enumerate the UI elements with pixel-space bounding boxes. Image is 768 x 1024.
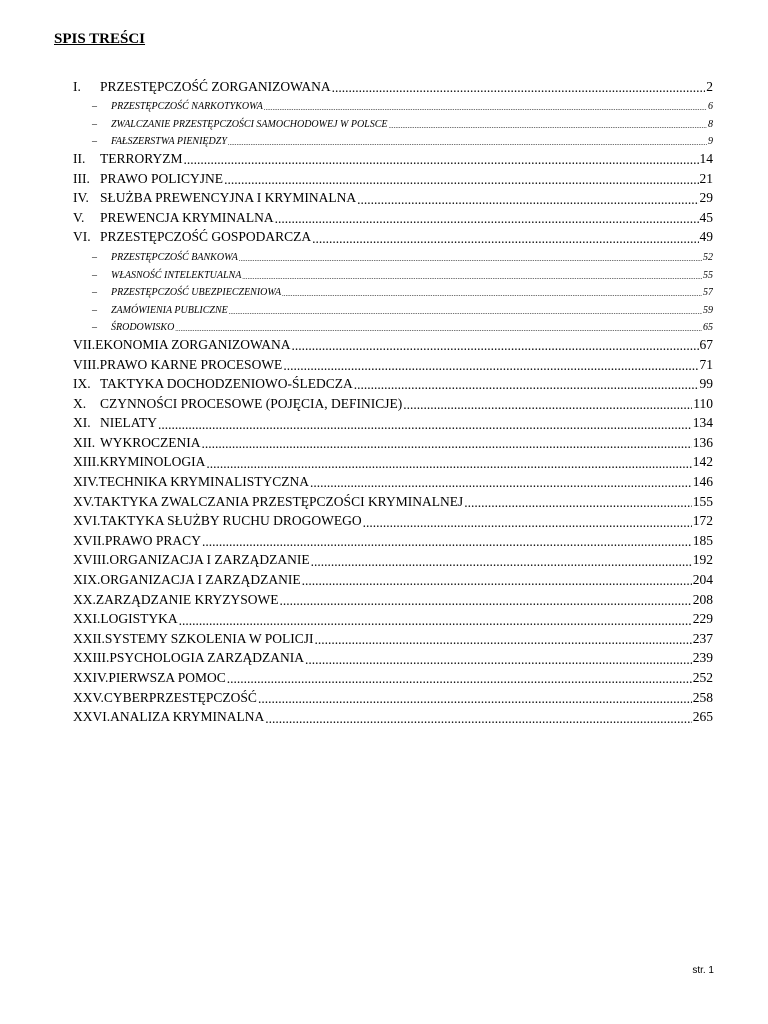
toc-entry-number: XX. — [73, 591, 96, 607]
toc-entry-page: 99 — [699, 376, 713, 392]
toc-entry-label: EKONOMIA ZORGANIZOWANA — [95, 336, 291, 352]
dot-leader — [464, 496, 692, 510]
toc-entry-number: VII. — [73, 336, 96, 352]
toc-entry-page: 2 — [706, 78, 713, 94]
dot-leader — [175, 323, 702, 333]
toc-entry-label: CYBERPRZESTĘPCZOŚĆ — [103, 689, 257, 705]
toc-entry-label: WŁASNOŚĆ INTELEKTUALNA — [111, 269, 242, 281]
toc-entry-number: III. — [73, 170, 90, 186]
toc-entry-label: NIELATY — [100, 415, 157, 431]
toc-entry-label: PIERWSZA POMOC — [108, 670, 226, 685]
toc-entry-label: FAŁSZERSTWA PIENIĘDZY — [111, 136, 227, 148]
toc-entry-page: 237 — [692, 630, 713, 646]
toc-entry-label: PRAWO PRACY — [104, 532, 201, 548]
toc-entry-page: 155 — [692, 493, 713, 509]
toc-entry[interactable] — [73, 206, 713, 226]
toc-entry-label: PRZESTĘPCZOŚĆ UBEZPIECZENIOWA — [111, 287, 282, 299]
dot-leader — [258, 692, 692, 706]
toc-entry-label: ORGANIZACJA I ZARZĄDZANIE — [100, 572, 301, 588]
toc-entry-label: PRAWO POLICYJNE — [100, 170, 224, 186]
toc-entry-label: PRZESTĘPCZOŚĆ BANKOWA — [111, 251, 238, 263]
toc-entry[interactable] — [73, 333, 713, 353]
toc-entry-number: XXVI. — [73, 709, 111, 725]
toc-entry[interactable] — [73, 529, 713, 549]
toc-entry-label: ŚRODOWISKO — [111, 322, 175, 334]
toc-entry-label: TERRORYZM — [100, 150, 183, 166]
toc-entry-number: – — [92, 322, 97, 334]
dot-leader — [403, 398, 692, 412]
toc-entry-page: 65 — [703, 322, 713, 334]
toc-subentry[interactable] — [73, 130, 713, 148]
toc-entry-label: SŁUŻBA PREWENCYJNA I KRYMINALNA — [100, 190, 357, 206]
toc-entry-number: XXV. — [73, 689, 104, 705]
toc-entry-page: 239 — [692, 650, 713, 666]
dot-leader — [332, 81, 706, 95]
toc-entry[interactable] — [73, 353, 713, 373]
toc-entry[interactable] — [73, 75, 713, 95]
dot-leader — [227, 673, 692, 687]
toc-entry-label: PRAWO KARNE PROCESOWE — [99, 356, 283, 372]
toc-entry-label: SYSTEMY SZKOLENIA W POLICJI — [104, 630, 314, 646]
toc-entry-number: XXIII. — [73, 650, 110, 666]
toc-entry-number: XXI. — [73, 611, 101, 627]
dot-leader — [242, 271, 702, 281]
dot-leader — [315, 633, 692, 647]
toc-entry[interactable] — [73, 686, 713, 706]
toc-entry[interactable] — [73, 588, 713, 608]
toc-entry-page: 258 — [692, 689, 713, 705]
toc-entry-label: WYKROCZENIA — [100, 434, 201, 450]
dot-leader — [228, 137, 707, 147]
toc-entry-page: 21 — [699, 170, 713, 186]
toc-subentry[interactable] — [73, 281, 713, 299]
dot-leader — [363, 516, 692, 530]
dot-leader — [179, 614, 692, 628]
toc-entry-label: ZARZĄDZANIE KRYZYSOWE — [95, 591, 279, 607]
toc-entry-page: 9 — [708, 136, 713, 148]
toc-entry-page: 229 — [692, 611, 713, 627]
toc-entry[interactable] — [73, 647, 713, 667]
toc-entry-page: 59 — [703, 304, 713, 316]
dot-leader — [275, 212, 699, 226]
toc-subentry[interactable] — [73, 298, 713, 316]
dot-leader — [265, 712, 692, 726]
toc-entry-number: XXIV. — [73, 670, 109, 685]
toc-subentry[interactable] — [73, 263, 713, 281]
page-title: SPIS TREŚCI — [54, 31, 146, 47]
toc-entry-label: PREWENCJA KRYMINALNA — [100, 209, 274, 225]
toc-entry[interactable] — [73, 706, 713, 726]
dot-leader — [229, 306, 702, 316]
toc-entry-number: VI. — [73, 229, 91, 245]
dot-leader — [279, 594, 691, 608]
toc-entry-page: 142 — [692, 454, 713, 470]
toc-subentry[interactable] — [73, 95, 713, 113]
toc-entry-page: 52 — [703, 251, 713, 263]
toc-entry[interactable] — [73, 392, 713, 412]
dot-leader — [184, 153, 699, 167]
dot-leader — [282, 288, 702, 298]
dot-leader — [264, 102, 707, 112]
toc-entry-page: 146 — [692, 474, 713, 490]
toc-entry-number: IV. — [73, 190, 89, 206]
toc-entry[interactable] — [73, 608, 713, 628]
dot-leader — [389, 120, 707, 130]
dot-leader — [202, 437, 692, 451]
toc-entry-page: 192 — [692, 552, 713, 568]
dot-leader — [310, 477, 692, 491]
toc-entry-number: XVIII. — [73, 552, 110, 568]
toc-entry-page: 57 — [703, 287, 713, 299]
toc-entry-number: II. — [73, 150, 86, 166]
toc-entry[interactable] — [73, 510, 713, 530]
toc-subentry[interactable] — [73, 245, 713, 263]
toc-entry[interactable] — [73, 147, 713, 167]
toc-entry-page: 6 — [708, 101, 713, 113]
toc-entry-label: ORGANIZACJA I ZARZĄDZANIE — [109, 552, 310, 568]
toc-entry[interactable] — [73, 568, 713, 588]
toc-entry-number: XIX. — [73, 572, 101, 588]
dot-leader — [202, 535, 692, 549]
toc-entry-label: LOGISTYKA — [100, 611, 178, 627]
dot-leader — [305, 653, 692, 667]
toc-entry-page: 49 — [699, 229, 713, 245]
dot-leader — [239, 253, 702, 263]
toc-entry-page: 14 — [699, 150, 713, 166]
table-of-contents — [73, 75, 713, 725]
toc-entry-page: 45 — [699, 209, 713, 225]
toc-entry-number: – — [92, 101, 97, 113]
dot-leader — [206, 457, 691, 471]
toc-entry-number: – — [92, 287, 97, 299]
toc-entry-number: – — [92, 251, 97, 263]
toc-entry-number: V. — [73, 209, 85, 225]
toc-entry[interactable] — [73, 549, 713, 569]
dot-leader — [224, 173, 698, 187]
toc-entry-number: XXII. — [73, 630, 105, 646]
toc-entry-page: 185 — [692, 532, 713, 548]
toc-entry-page: 67 — [699, 336, 713, 352]
toc-entry-label: TAKTYKA ZWALCZANIA PRZESTĘPCZOŚCI KRYMINALNEJ — [94, 493, 464, 509]
toc-entry-page: 136 — [692, 434, 713, 450]
toc-entry-number: XI. — [73, 415, 91, 431]
toc-entry-page: 55 — [703, 269, 713, 281]
toc-entry-page: 8 — [708, 118, 713, 130]
toc-entry-number: XII. — [73, 434, 96, 450]
page-number-footer: str. 1 — [692, 965, 714, 976]
toc-subentry[interactable] — [73, 112, 713, 130]
toc-entry-label: ZWALCZANIE PRZESTĘPCZOŚCI SAMOCHODOWEJ W POLSCE — [111, 118, 388, 130]
toc-entry-page: 134 — [692, 415, 713, 431]
toc-entry-page: 110 — [693, 395, 713, 411]
toc-entry-number: I. — [73, 78, 81, 94]
toc-entry-number: XIII. — [73, 454, 100, 470]
toc-entry-label: TECHNIKA KRYMINALISTYCZNA — [98, 474, 310, 490]
toc-subentry[interactable] — [73, 316, 713, 334]
toc-entry-label: PSYCHOLOGIA ZARZĄDZANIA — [109, 650, 304, 666]
toc-entry-number: X. — [73, 395, 87, 411]
toc-entry-number: – — [92, 136, 97, 148]
toc-entry-label: PRZESTĘPCZOŚĆ NARKOTYKOWA — [111, 101, 263, 113]
toc-entry-label: ZAMÓWIENIA PUBLICZNE — [111, 304, 228, 316]
toc-entry[interactable] — [73, 187, 713, 207]
toc-entry-page: 29 — [699, 190, 713, 206]
toc-entry[interactable] — [73, 167, 713, 187]
toc-entry-page: 208 — [692, 591, 713, 607]
toc-entry[interactable] — [73, 373, 713, 393]
toc-entry[interactable] — [73, 412, 713, 432]
toc-entry-page: 265 — [692, 709, 713, 725]
toc-entry-label: TAKTYKA DOCHODZENIOWO-ŚLEDCZA — [100, 376, 353, 392]
toc-entry-label: TAKTYKA SŁUŻBY RUCHU DROGOWEGO — [100, 513, 362, 529]
toc-entry[interactable] — [73, 470, 713, 490]
toc-entry-number: XV. — [73, 493, 95, 509]
toc-entry[interactable] — [73, 431, 713, 451]
toc-entry-number: VIII. — [73, 356, 100, 372]
toc-entry-number: XVII. — [73, 532, 105, 548]
toc-entry-label: KRYMINOLOGIA — [99, 454, 206, 470]
toc-entry-label: CZYNNOŚCI PROCESOWE (POJĘCIA, DEFINICJE) — [100, 395, 403, 411]
toc-entry[interactable] — [73, 627, 713, 647]
toc-entry-label: PRZESTĘPCZOŚĆ GOSPODARCZA — [100, 229, 312, 245]
dot-leader — [302, 575, 692, 589]
toc-entry-number: – — [92, 304, 97, 316]
dot-leader — [283, 359, 698, 373]
toc-entry-label: ANALIZA KRYMINALNA — [110, 709, 265, 725]
toc-entry[interactable] — [73, 226, 713, 246]
dot-leader — [354, 379, 699, 393]
toc-entry-number: XVI. — [73, 513, 101, 529]
toc-entry[interactable] — [73, 666, 713, 686]
dot-leader — [291, 339, 698, 353]
dot-leader — [312, 232, 698, 246]
toc-entry-number: IX. — [73, 376, 91, 392]
dot-leader — [311, 555, 692, 569]
toc-entry-number: – — [92, 118, 97, 130]
toc-entry[interactable] — [73, 490, 713, 510]
toc-entry-page: 172 — [692, 513, 713, 529]
toc-entry-number: – — [92, 269, 97, 281]
toc-entry[interactable] — [73, 451, 713, 471]
toc-entry-page: 252 — [692, 670, 713, 685]
toc-entry-page: 71 — [699, 356, 713, 372]
toc-entry-page: 204 — [692, 572, 713, 588]
toc-entry-number: XIV. — [73, 474, 99, 490]
dot-leader — [357, 193, 698, 207]
dot-leader — [158, 418, 692, 432]
toc-entry-label: PRZESTĘPCZOŚĆ ZORGANIZOWANA — [100, 78, 331, 94]
